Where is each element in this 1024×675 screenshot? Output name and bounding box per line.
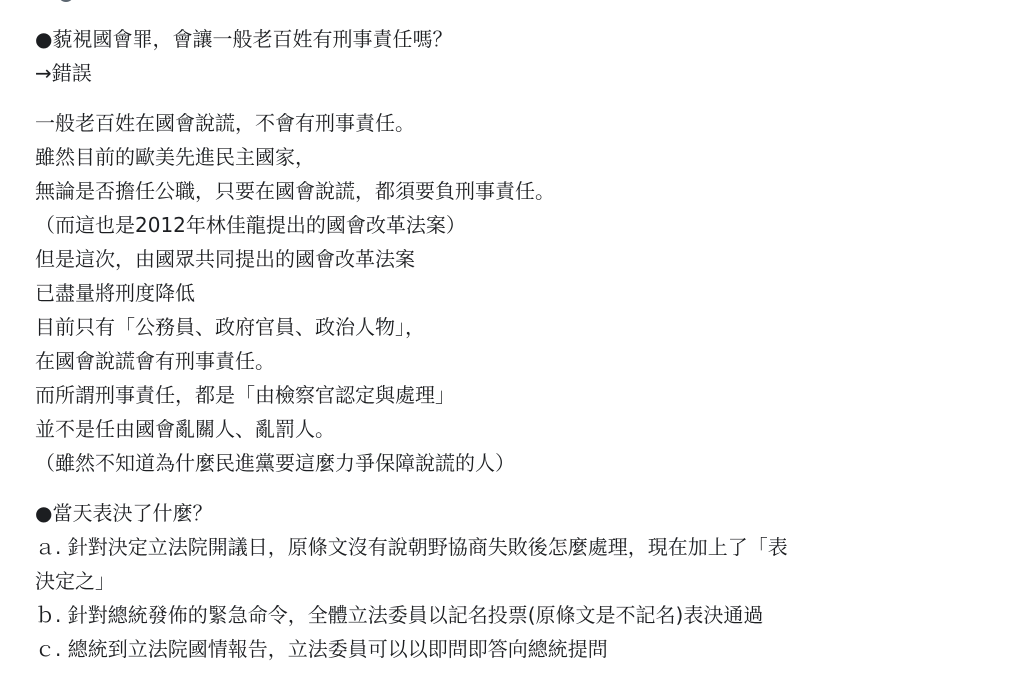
post-body (35, 22, 995, 666)
avatar-edge (58, 0, 74, 2)
paragraph-line: 並不是任由國會亂關人、亂罰人。 (35, 417, 335, 441)
list-item-a-continued: 決定之」 (35, 569, 115, 593)
list-item-b: ｂ. 針對總統發佈的緊急命令，全體立法委員以記名投票(原條文是不記名)表決通過 (35, 603, 764, 627)
section-heading: ●當天表決了什麼？ (35, 501, 213, 525)
paragraph-line: 在國會說謊會有刑事責任。 (35, 349, 275, 373)
paragraph-line: 雖然目前的歐美先進民主國家， (35, 145, 315, 169)
section-explanation (35, 106, 995, 480)
section-heading: ●藐視國會罪，會讓一般老百姓有刑事責任嗎？ (35, 27, 453, 51)
answer-text: →錯誤 (35, 61, 92, 85)
paragraph-line: 但是這次，由國眾共同提出的國會改革法案 (35, 247, 415, 271)
paragraph-line: 目前只有「公務員、政府官員、政治人物」， (35, 315, 425, 339)
paragraph-line: 已盡量將刑度降低 (35, 281, 195, 305)
paragraph-line: 而所謂刑事責任，都是「由檢察官認定與處理」 (35, 383, 455, 407)
paragraph-line: 無論是否擔任公職，只要在國會說謊，都須要負刑事責任。 (35, 179, 555, 203)
paragraph-line: （而這也是2012年林佳龍提出的國會改革法案） (35, 213, 466, 237)
list-item-a: ａ. 針對決定立法院開議日，原條文沒有說朝野協商失敗後怎麼處理，現在加上了「表 (35, 535, 788, 559)
section-vote-items (35, 496, 995, 666)
paragraph-line: 一般老百姓在國會說謊，不會有刑事責任。 (35, 111, 415, 135)
section-contempt-question (35, 22, 995, 90)
list-item-c: ｃ. 總統到立法院國情報告，立法委員可以以即問即答向總統提問 (35, 637, 608, 661)
paragraph-line: （雖然不知道為什麼民進黨要這麼力爭保障說謊的人） (35, 451, 515, 475)
